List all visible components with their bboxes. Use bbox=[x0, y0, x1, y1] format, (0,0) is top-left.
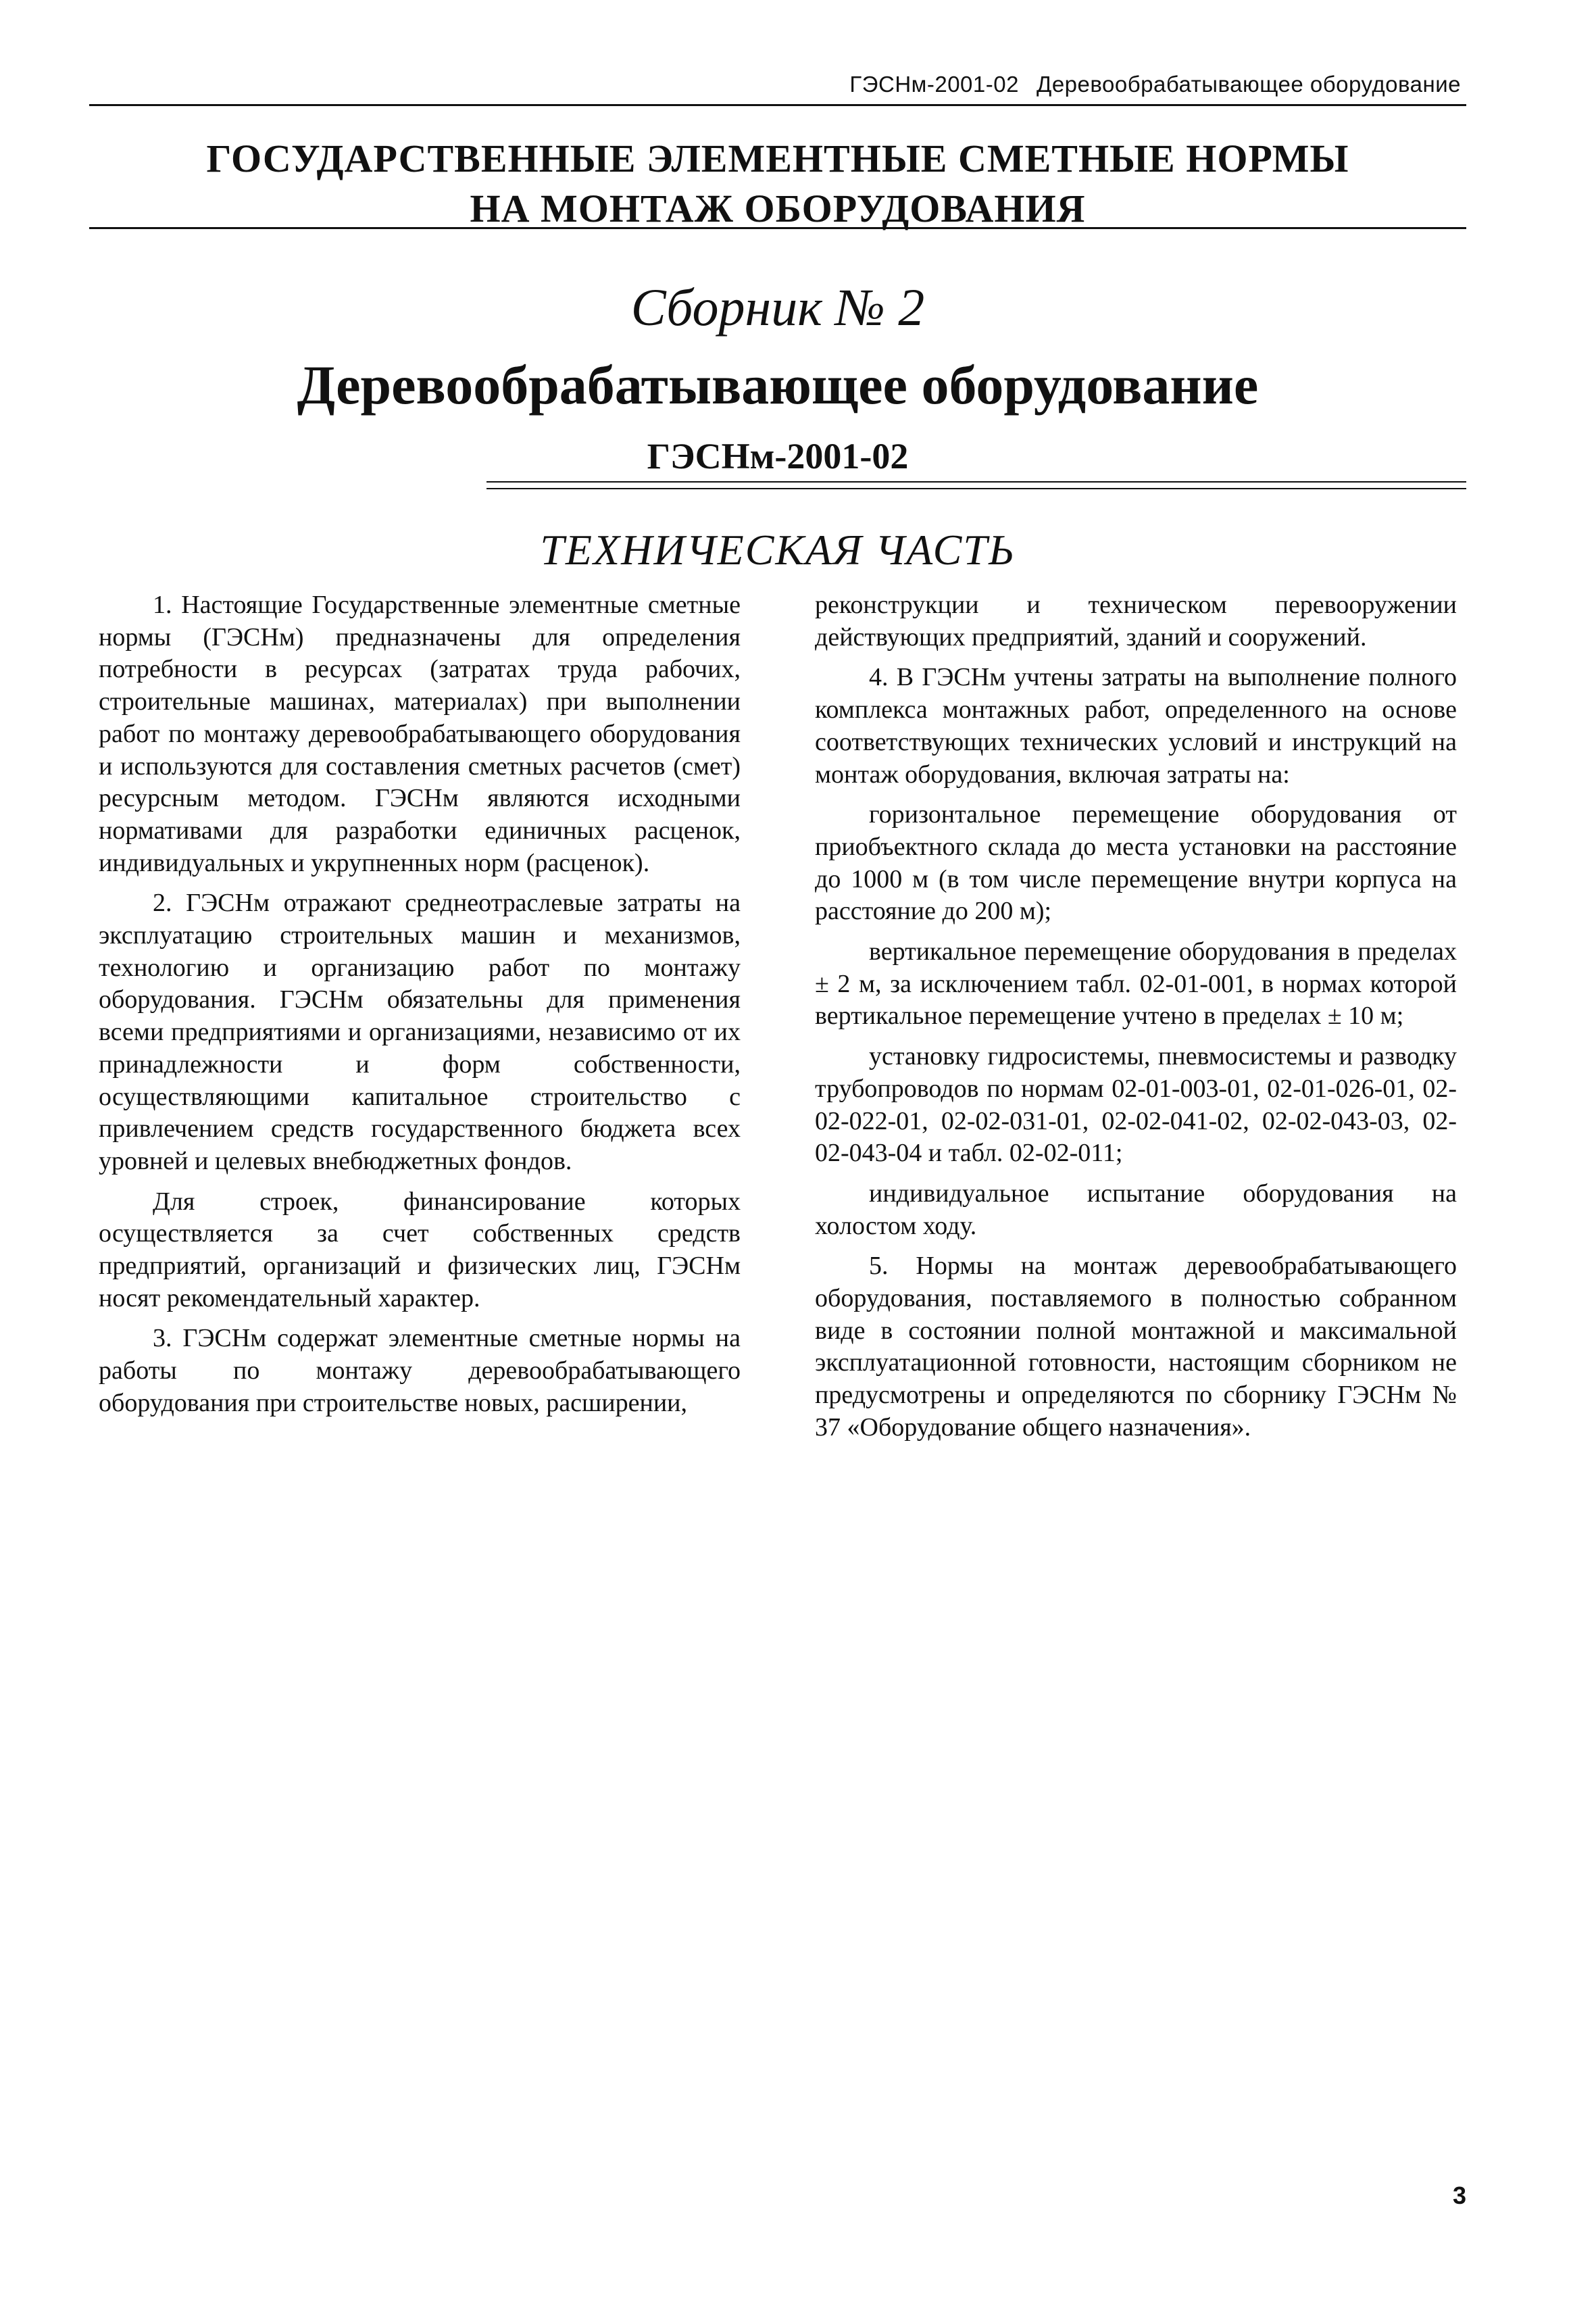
list-item-vertical: вертикальное перемещение оборудования в пределах ± 2 м, за исключением табл. 02-01-001, в нормах которой вертикальное перемещение учтено в пределах ± 10 м; bbox=[815, 937, 1457, 1031]
double-rule bbox=[487, 481, 1466, 489]
running-header-code: ГЭСНм-2001-02 bbox=[849, 72, 1019, 97]
paragraph-2-note: Для строек, финансирование которых осуществляется за счет собственных средств предприятий, организаций и физических лиц, ГЭСНм носят рекомендательный характер. bbox=[99, 1187, 741, 1312]
list-item-hydraulics: установку гидросистемы, пневмосистемы и разводку трубопроводов по нормам 02-01-003-01, 02-01-026-01, 02-02-022-01, 02-02-031-01, 02-02-041-02, 02-02-043-03, 02-02-043-04 и табл. 02-02-011; bbox=[815, 1042, 1457, 1168]
paragraph-1: 1. Настоящие Государственные элементные сметные нормы (ГЭСНм) предназначены для определения потребности в ресурсах (затратах труда рабочих, строительные машинах, материалах) при выполнении работ по монтажу деревообрабатывающего оборудования и используются для составления сметных расчетов (смет) ресурсным методом. ГЭСНм являются исходными нормативами для разработки единичных расценок, индивидуальных и укрупненных норм (расценок). bbox=[99, 591, 741, 877]
main-title-line-2: НА МОНТАЖ ОБОРУДОВАНИЯ bbox=[470, 187, 1086, 230]
header-rule bbox=[89, 104, 1466, 106]
running-header-title: Деревообрабатывающее оборудование bbox=[1036, 72, 1461, 97]
paragraph-2: 2. ГЭСНм отражают среднеотраслевые затраты на эксплуатацию строительных машин и механизмов, технологию и организацию работ по монтажу оборудования. ГЭСНм обязательны для применения всеми предприятиями и организациями, независимо от их принадлежности и форм собственности, осуществляющими капитальное строительство с привлечением средств государственного бюджета всех уровней и целевых внебюджетных фондов. bbox=[99, 889, 741, 1175]
list-item-horizontal: горизонтальное перемещение оборудования от приобъектного склада до места установки на расстояние до 1000 м (в том числе перемещение внутри корпуса на расстояние до 200 м); bbox=[815, 800, 1457, 926]
paragraph-3-continuation: реконструкции и техническом перевооружении действующих предприятий, зданий и сооружений. bbox=[815, 591, 1457, 651]
main-title-line-1: ГОСУДАРСТВЕННЫЕ ЭЛЕМЕНТНЫЕ СМЕТНЫЕ НОРМЫ bbox=[206, 137, 1349, 180]
paragraph-4: 4. В ГЭСНм учтены затраты на выполнение полного комплекса монтажных работ, определенного на основе соответствующих технических условий и инструкций на монтаж оборудования, включая затраты на: bbox=[815, 663, 1457, 789]
page-number: 3 bbox=[1452, 2182, 1466, 2209]
collection-number: Сборник № 2 bbox=[630, 278, 925, 337]
main-title bbox=[89, 134, 1466, 234]
title-rule bbox=[89, 227, 1466, 229]
running-header bbox=[730, 72, 1461, 97]
list-item-testing: индивидуальное испытание оборудования на холостом ходу. bbox=[815, 1179, 1457, 1240]
left-column bbox=[99, 589, 741, 1428]
section-title: ТЕХНИЧЕСКАЯ ЧАСТЬ bbox=[540, 526, 1016, 574]
right-column bbox=[815, 589, 1457, 1452]
collection-name: Деревообрабатывающее оборудование bbox=[297, 354, 1259, 416]
paragraph-5: 5. Нормы на монтаж деревообрабатывающего оборудования, поставляемого в полностью собранном виде в состоянии полной монтажной и максимальной эксплуатационной готовности, настоящим сборником не предусмотрены и определяются по сборнику ГЭСНм № 37 «Оборудование общего назначения». bbox=[815, 1252, 1457, 1442]
collection-code: ГЭСНм-2001-02 bbox=[647, 436, 909, 476]
paragraph-3: 3. ГЭСНм содержат элементные сметные нормы на работы по монтажу деревообрабатывающего оборудования при строительстве новых, расширении, bbox=[99, 1324, 741, 1417]
